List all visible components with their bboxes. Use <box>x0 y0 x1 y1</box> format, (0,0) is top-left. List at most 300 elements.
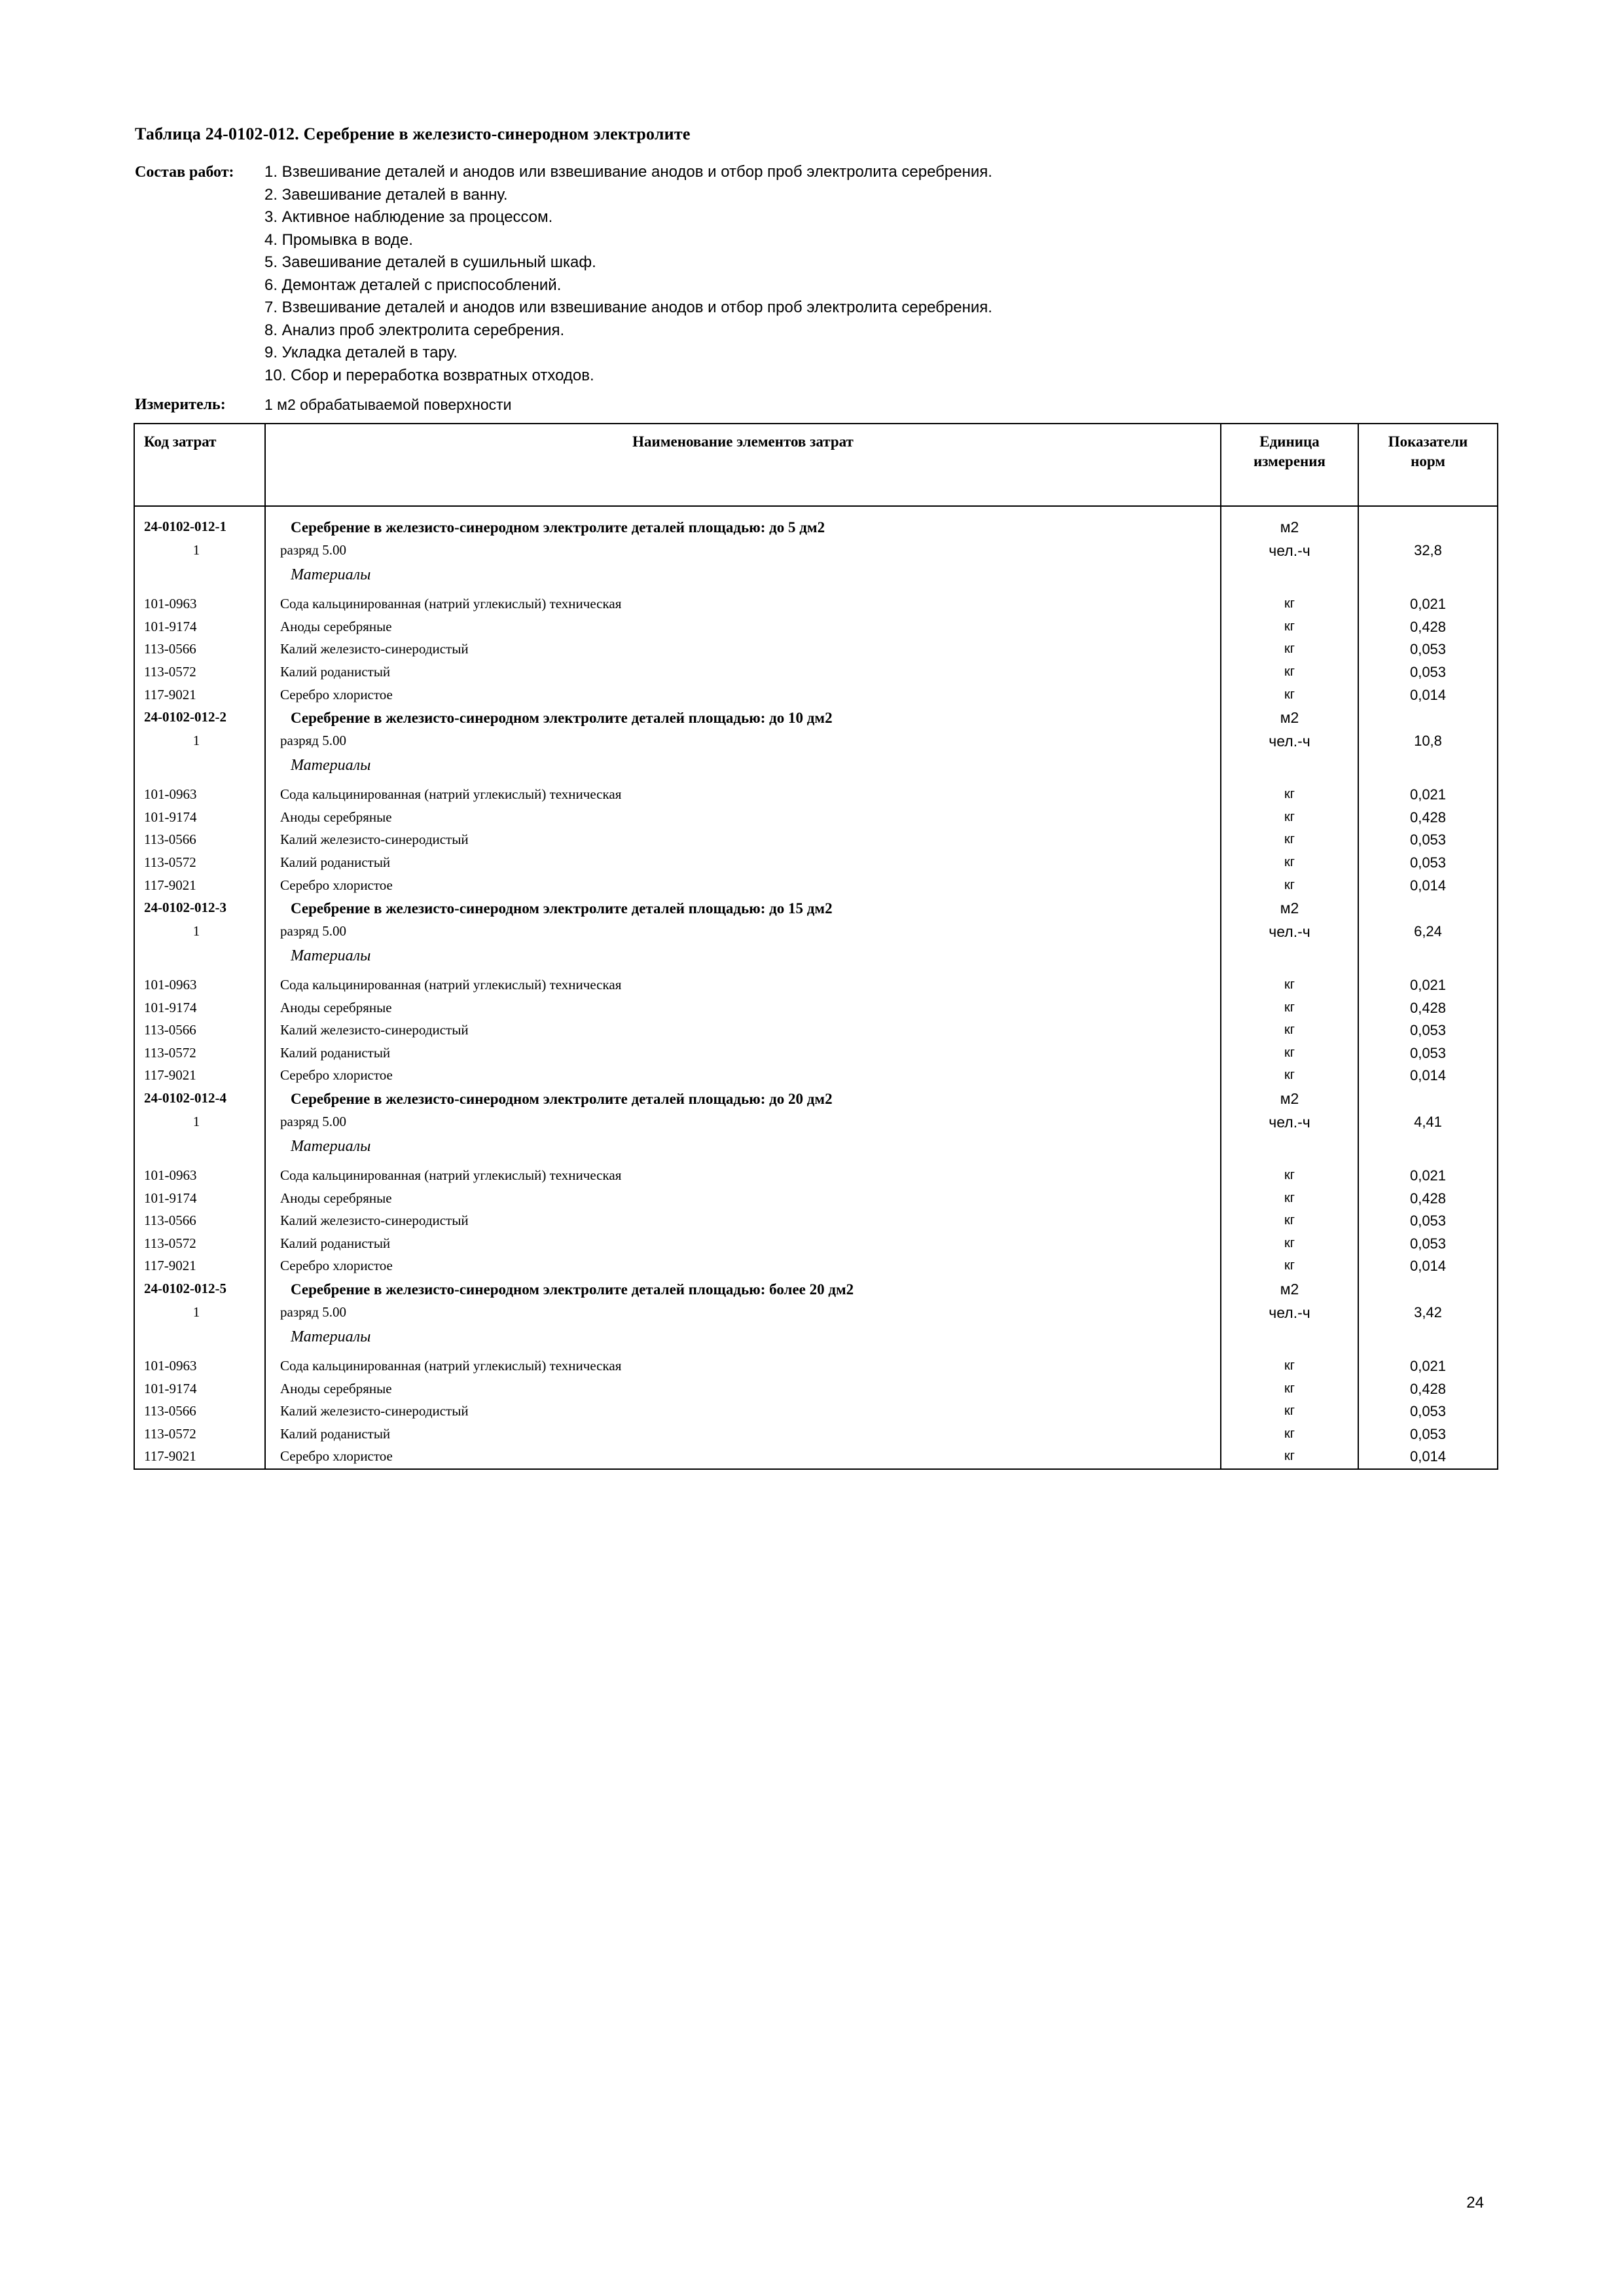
table-row <box>134 1278 1498 1302</box>
cell-code-wrap <box>134 997 265 1020</box>
cell-code-wrap <box>134 897 265 920</box>
composition-item: 10. Сбор и переработка возвратных отходов. <box>264 366 594 384</box>
cell-unit: кг <box>1284 1068 1295 1083</box>
row-spacer <box>134 968 1498 974</box>
cell-name: Серебро хлористое <box>280 1067 393 1084</box>
table-row <box>134 1325 1498 1349</box>
norms-table <box>134 423 1498 1469</box>
cell-name: Аноды серебряные <box>280 999 392 1015</box>
row-spacer <box>134 1349 1498 1355</box>
cell-value-wrap <box>1358 1255 1498 1278</box>
cell-code-wrap <box>134 1355 265 1378</box>
cell-code: 101-0963 <box>144 977 197 993</box>
cell-value-wrap <box>1358 1165 1498 1188</box>
cell-code: 1 <box>192 923 200 939</box>
cell-unit-wrap <box>1221 1446 1358 1469</box>
cell-unit: кг <box>1284 665 1295 679</box>
cell-value-wrap <box>1358 1135 1498 1159</box>
norms-table-body <box>134 506 1498 1469</box>
table-row <box>134 920 1498 944</box>
cell-code-wrap <box>134 974 265 997</box>
cell-name-wrap <box>265 974 1221 997</box>
cell-name: Серебро хлористое <box>280 1258 393 1274</box>
column-header-unit-line1: Единица <box>1259 433 1320 450</box>
cell-code: 117-9021 <box>144 877 196 893</box>
cell-value-wrap <box>1358 997 1498 1020</box>
cell-unit-wrap <box>1221 1378 1358 1401</box>
cell-value-wrap <box>1358 1087 1498 1111</box>
table-row <box>134 1135 1498 1159</box>
page-number: 24 <box>1466 2194 1484 2212</box>
cell-value-wrap <box>1358 974 1498 997</box>
cell-unit: м2 <box>1280 900 1299 917</box>
cell-code: 113-0572 <box>144 664 196 680</box>
cell-unit-wrap <box>1221 1111 1358 1135</box>
cell-unit-wrap <box>1221 1233 1358 1256</box>
measure-label: Измеритель: <box>135 396 226 414</box>
cell-code: 24-0102-012-2 <box>144 709 226 725</box>
cell-code-wrap <box>134 616 265 639</box>
cell-code: 1 <box>192 542 200 558</box>
cell-unit-wrap <box>1221 730 1358 754</box>
cell-name: Калий железисто-синеродистый <box>280 1022 469 1038</box>
cell-unit <box>1221 563 1358 567</box>
table-row <box>134 1210 1498 1233</box>
cell-value <box>1359 897 1497 901</box>
cell-name-wrap <box>265 1325 1221 1349</box>
cell-unit: кг <box>1284 1168 1295 1183</box>
cell-unit: кг <box>1284 977 1295 993</box>
cell-name-wrap <box>265 784 1221 807</box>
page-title: Таблица 24-0102-012. Серебрение в железисто-синеродном электролите <box>135 124 691 143</box>
cell-code-wrap <box>134 1255 265 1278</box>
cell-value-wrap <box>1358 706 1498 730</box>
cell-code-wrap <box>134 944 265 968</box>
cell-unit-wrap <box>1221 784 1358 807</box>
cell-unit: м2 <box>1280 709 1299 727</box>
table-row <box>134 754 1498 778</box>
cell-name: Серебрение в железисто-синеродном электролите деталей площадью: до 20 дм2 <box>291 1091 833 1108</box>
cell-unit: м2 <box>1280 1090 1299 1108</box>
cell-value: 0,053 <box>1409 1403 1447 1420</box>
cell-unit: кг <box>1284 854 1295 869</box>
cell-code: 113-0572 <box>144 1425 196 1442</box>
cell-value: 0,053 <box>1409 831 1447 848</box>
table-header-row <box>134 424 1498 506</box>
table-row <box>134 1446 1498 1469</box>
spacer-cell <box>265 587 1221 593</box>
cell-name-wrap <box>265 1446 1221 1469</box>
cell-name-wrap <box>265 1165 1221 1188</box>
cell-code: 117-9021 <box>144 686 196 702</box>
cell-unit: кг <box>1284 1000 1295 1015</box>
cell-name: Калий роданистый <box>280 1425 391 1442</box>
cell-code: 113-0566 <box>144 1022 196 1038</box>
cell-value-wrap <box>1358 516 1498 539</box>
cell-name-wrap <box>265 684 1221 707</box>
cell-code: 113-0572 <box>144 854 196 870</box>
cell-unit-wrap <box>1221 1400 1358 1423</box>
cell-unit: кг <box>1284 1213 1295 1228</box>
composition-item: 7. Взвешивание деталей и анодов или взвешивание анодов и отбор проб электролита серебрения. <box>264 299 992 317</box>
row-spacer <box>134 587 1498 593</box>
separator-cell <box>1358 506 1498 516</box>
cell-name: Серебрение в железисто-синеродном электролите деталей площадью: более 20 дм2 <box>291 1281 854 1298</box>
cell-unit-wrap <box>1221 539 1358 563</box>
cell-value: 0,014 <box>1409 1067 1447 1084</box>
cell-unit-wrap <box>1221 593 1358 616</box>
composition-item: 8. Анализ проб электролита серебрения. <box>264 321 565 339</box>
cell-unit: кг <box>1284 1045 1295 1060</box>
cell-name-wrap <box>265 1065 1221 1087</box>
cell-name-wrap <box>265 1135 1221 1159</box>
cell-code: 101-0963 <box>144 1357 197 1374</box>
cell-value: 0,428 <box>1409 999 1447 1016</box>
table-row <box>134 1019 1498 1042</box>
cell-value: 0,021 <box>1409 977 1447 994</box>
column-header-name: Наименование элементов затрат <box>265 424 1221 506</box>
spacer-cell <box>1358 778 1498 784</box>
spacer-cell <box>1358 1349 1498 1355</box>
column-header-value-line1: Показатели <box>1388 433 1468 450</box>
cell-unit-wrap <box>1221 944 1358 968</box>
table-row <box>134 875 1498 898</box>
cell-value-wrap <box>1358 1042 1498 1065</box>
cell-value-wrap <box>1358 807 1498 829</box>
cell-code-wrap <box>134 754 265 778</box>
cell-code: 113-0572 <box>144 1044 196 1061</box>
cell-value-wrap <box>1358 784 1498 807</box>
cell-name-wrap <box>265 1400 1221 1423</box>
composition-item: 4. Промывка в воде. <box>264 230 413 249</box>
cell-value: 0,428 <box>1409 618 1447 635</box>
cell-name-wrap <box>265 1210 1221 1233</box>
table-row <box>134 829 1498 852</box>
cell-unit-wrap <box>1221 684 1358 707</box>
cell-value: 0,014 <box>1409 1448 1447 1465</box>
cell-value-wrap <box>1358 1019 1498 1042</box>
cell-code-wrap <box>134 1065 265 1087</box>
cell-value: 0,053 <box>1409 1235 1447 1252</box>
table-row <box>134 1423 1498 1446</box>
cell-value <box>1359 1325 1497 1329</box>
cell-name: Калий роданистый <box>280 1235 391 1251</box>
cell-name-wrap <box>265 516 1221 539</box>
cell-code: 113-0566 <box>144 831 196 848</box>
cell-name: разряд 5.00 <box>280 733 346 749</box>
cell-name-wrap <box>265 1255 1221 1278</box>
cell-value-wrap <box>1358 897 1498 920</box>
table-row <box>134 539 1498 563</box>
composition-item: 6. Демонтаж деталей с приспособлений. <box>264 276 562 294</box>
separator-cell <box>265 506 1221 516</box>
cell-unit-wrap <box>1221 997 1358 1020</box>
cell-name: Сода кальцинированная (натрий углекислый) техническая <box>280 596 622 612</box>
table-row <box>134 944 1498 968</box>
cell-value: 0,053 <box>1409 1022 1447 1039</box>
cell-name-wrap <box>265 944 1221 968</box>
cell-name: Калий роданистый <box>280 854 391 870</box>
table-row <box>134 1355 1498 1378</box>
cell-value: 0,021 <box>1409 1167 1447 1184</box>
cell-unit-wrap <box>1221 875 1358 898</box>
table-row <box>134 1378 1498 1401</box>
cell-code: 24-0102-012-1 <box>144 519 226 535</box>
cell-name: разряд 5.00 <box>280 1113 346 1129</box>
table-row <box>134 1255 1498 1278</box>
cell-value: 0,053 <box>1409 1044 1447 1061</box>
cell-unit: кг <box>1284 1358 1295 1373</box>
cell-code: 117-9021 <box>144 1448 196 1465</box>
cell-name: Серебро хлористое <box>280 686 393 702</box>
cell-code-wrap <box>134 1423 265 1446</box>
cell-unit: чел.-ч <box>1269 1113 1310 1131</box>
cell-unit-wrap <box>1221 1188 1358 1211</box>
cell-unit: кг <box>1284 619 1295 634</box>
spacer-cell <box>265 1159 1221 1165</box>
cell-code <box>135 754 264 757</box>
cell-name-wrap <box>265 563 1221 587</box>
composition-of-works <box>135 161 1493 387</box>
table-row <box>134 1042 1498 1065</box>
cell-name: Материалы <box>291 1328 371 1345</box>
table-row <box>134 1065 1498 1087</box>
cell-name-wrap <box>265 730 1221 754</box>
cell-unit: м2 <box>1280 519 1299 536</box>
table-row <box>134 1233 1498 1256</box>
cell-unit-wrap <box>1221 1325 1358 1349</box>
cell-name: Серебрение в железисто-синеродном электролите деталей площадью: до 15 дм2 <box>291 900 833 917</box>
cell-name: разряд 5.00 <box>280 923 346 939</box>
cell-code-wrap <box>134 784 265 807</box>
cell-name: Сода кальцинированная (натрий углекислый) техническая <box>280 1357 622 1374</box>
separator-cell <box>134 506 265 516</box>
cell-unit: чел.-ч <box>1269 923 1310 941</box>
cell-code-wrap <box>134 563 265 587</box>
cell-value <box>1359 516 1497 520</box>
cell-code: 1 <box>192 733 200 749</box>
cell-unit-wrap <box>1221 920 1358 944</box>
spacer-cell <box>1221 778 1358 784</box>
cell-unit-wrap <box>1221 1255 1358 1278</box>
spacer-cell <box>265 1349 1221 1355</box>
cell-unit: кг <box>1284 877 1295 892</box>
table-row <box>134 1302 1498 1325</box>
cell-unit-wrap <box>1221 706 1358 730</box>
cell-value: 0,021 <box>1409 596 1447 613</box>
cell-name: Калий роданистый <box>280 664 391 680</box>
cell-name: Материалы <box>291 566 371 584</box>
cell-code-wrap <box>134 1087 265 1111</box>
column-header-code: Код затрат <box>134 424 265 506</box>
cell-unit: кг <box>1284 1404 1295 1419</box>
cell-name: Калий железисто-синеродистый <box>280 1403 469 1419</box>
cell-value: 0,053 <box>1409 641 1447 658</box>
table-row <box>134 974 1498 997</box>
table-row <box>134 684 1498 707</box>
cell-name-wrap <box>265 616 1221 639</box>
cell-unit: кг <box>1284 1190 1295 1205</box>
cell-value-wrap <box>1358 944 1498 968</box>
cell-name: Сода кальцинированная (натрий углекислый) техническая <box>280 977 622 993</box>
cell-name-wrap <box>265 920 1221 944</box>
cell-name: Калий железисто-синеродистый <box>280 641 469 657</box>
cell-code: 101-9174 <box>144 1380 197 1396</box>
cell-value: 0,053 <box>1409 1425 1447 1442</box>
cell-unit: кг <box>1284 1023 1295 1038</box>
cell-code-wrap <box>134 1111 265 1135</box>
spacer-cell <box>134 968 265 974</box>
cell-value-wrap <box>1358 1188 1498 1211</box>
cell-value-wrap <box>1358 1111 1498 1135</box>
cell-value-wrap <box>1358 1446 1498 1469</box>
cell-unit-wrap <box>1221 563 1358 587</box>
cell-code-wrap <box>134 1446 265 1469</box>
cell-name: Аноды серебряные <box>280 1190 392 1206</box>
cell-value-wrap <box>1358 593 1498 616</box>
cell-name-wrap <box>265 1423 1221 1446</box>
measure-row <box>135 396 1493 414</box>
cell-unit-wrap <box>1221 1135 1358 1159</box>
cell-unit: кг <box>1284 1449 1295 1464</box>
table-row <box>134 616 1498 639</box>
cell-unit-wrap <box>1221 1423 1358 1446</box>
cell-code-wrap <box>134 730 265 754</box>
cell-value: 0,014 <box>1409 686 1447 703</box>
cell-unit: кг <box>1284 687 1295 702</box>
cell-unit-wrap <box>1221 1165 1358 1188</box>
cell-name-wrap <box>265 1087 1221 1111</box>
cell-unit: кг <box>1284 642 1295 657</box>
cell-unit: кг <box>1284 787 1295 802</box>
cell-unit-wrap <box>1221 852 1358 875</box>
cell-unit: чел.-ч <box>1269 1303 1310 1321</box>
cell-value: 0,053 <box>1409 1212 1447 1230</box>
cell-code <box>135 944 264 948</box>
cell-value-wrap <box>1358 1065 1498 1087</box>
cell-name-wrap <box>265 852 1221 875</box>
cell-code: 24-0102-012-3 <box>144 900 226 916</box>
cell-code: 113-0566 <box>144 641 196 657</box>
cell-value: 6,24 <box>1414 923 1442 940</box>
cell-code-wrap <box>134 852 265 875</box>
cell-code <box>135 563 264 567</box>
cell-value-wrap <box>1358 1423 1498 1446</box>
cell-name-wrap <box>265 1233 1221 1256</box>
cell-value: 10,8 <box>1414 733 1442 750</box>
cell-code-wrap <box>134 1400 265 1423</box>
cell-unit-wrap <box>1221 1210 1358 1233</box>
cell-name-wrap <box>265 593 1221 616</box>
cell-code-wrap <box>134 593 265 616</box>
cell-value-wrap <box>1358 875 1498 898</box>
cell-unit-wrap <box>1221 1087 1358 1111</box>
cell-code: 101-9174 <box>144 618 197 634</box>
table-row <box>134 593 1498 616</box>
spacer-cell <box>134 1159 265 1165</box>
cell-name-wrap <box>265 539 1221 563</box>
cell-code: 113-0572 <box>144 1235 196 1251</box>
cell-value-wrap <box>1358 661 1498 684</box>
cell-unit: кг <box>1284 809 1295 824</box>
cell-unit-wrap <box>1221 616 1358 639</box>
cell-code: 101-0963 <box>144 596 197 612</box>
cell-value: 0,428 <box>1409 809 1447 826</box>
cell-value-wrap <box>1358 684 1498 707</box>
cell-code-wrap <box>134 1325 265 1349</box>
cell-value-wrap <box>1358 1325 1498 1349</box>
cell-unit: чел.-ч <box>1269 733 1310 750</box>
cell-name-wrap <box>265 875 1221 898</box>
cell-code-wrap <box>134 638 265 661</box>
cell-value: 0,053 <box>1409 664 1447 680</box>
table-row <box>134 852 1498 875</box>
cell-code: 1 <box>192 1113 200 1129</box>
cell-unit-wrap <box>1221 1355 1358 1378</box>
spacer-cell <box>1221 587 1358 593</box>
cell-code-wrap <box>134 684 265 707</box>
cell-value: 32,8 <box>1414 542 1442 559</box>
cell-unit-wrap <box>1221 661 1358 684</box>
table-row <box>134 563 1498 587</box>
cell-code: 101-0963 <box>144 1167 197 1184</box>
cell-code: 117-9021 <box>144 1258 196 1274</box>
spacer-cell <box>134 1349 265 1355</box>
table-row <box>134 897 1498 920</box>
cell-unit-wrap <box>1221 1065 1358 1087</box>
cell-name-wrap <box>265 754 1221 778</box>
cell-code-wrap <box>134 516 265 539</box>
cell-value-wrap <box>1358 1302 1498 1325</box>
cell-name-wrap <box>265 706 1221 730</box>
cell-code: 101-9174 <box>144 999 197 1015</box>
cell-name: разряд 5.00 <box>280 542 346 558</box>
cell-value-wrap <box>1358 539 1498 563</box>
cell-code-wrap <box>134 661 265 684</box>
cell-unit <box>1221 1325 1358 1329</box>
table-row <box>134 1165 1498 1188</box>
spacer-cell <box>1358 1159 1498 1165</box>
cell-unit-wrap <box>1221 807 1358 829</box>
cell-value-wrap <box>1358 1210 1498 1233</box>
table-row <box>134 1400 1498 1423</box>
cell-value-wrap <box>1358 829 1498 852</box>
spacer-cell <box>1221 1159 1358 1165</box>
cell-name-wrap <box>265 638 1221 661</box>
cell-name-wrap <box>265 829 1221 852</box>
spacer-cell <box>1221 968 1358 974</box>
cell-code-wrap <box>134 539 265 563</box>
cell-unit: чел.-ч <box>1269 542 1310 560</box>
cell-name-wrap <box>265 1188 1221 1211</box>
cell-name-wrap <box>265 897 1221 920</box>
composition-item: 3. Активное наблюдение за процессом. <box>264 208 553 227</box>
cell-name-wrap <box>265 997 1221 1020</box>
cell-value-wrap <box>1358 616 1498 639</box>
cell-name: Серебрение в железисто-синеродном электролите деталей площадью: до 5 дм2 <box>291 519 825 536</box>
cell-unit: кг <box>1284 1426 1295 1441</box>
cell-value-wrap <box>1358 852 1498 875</box>
cell-name-wrap <box>265 1278 1221 1302</box>
cell-name-wrap <box>265 1111 1221 1135</box>
cell-unit <box>1221 1135 1358 1139</box>
cell-value: 0,014 <box>1409 877 1447 894</box>
cell-code-wrap <box>134 1210 265 1233</box>
separator-cell <box>1221 506 1358 516</box>
cell-name: Калий роданистый <box>280 1044 391 1061</box>
cell-value-wrap <box>1358 638 1498 661</box>
spacer-cell <box>134 587 265 593</box>
